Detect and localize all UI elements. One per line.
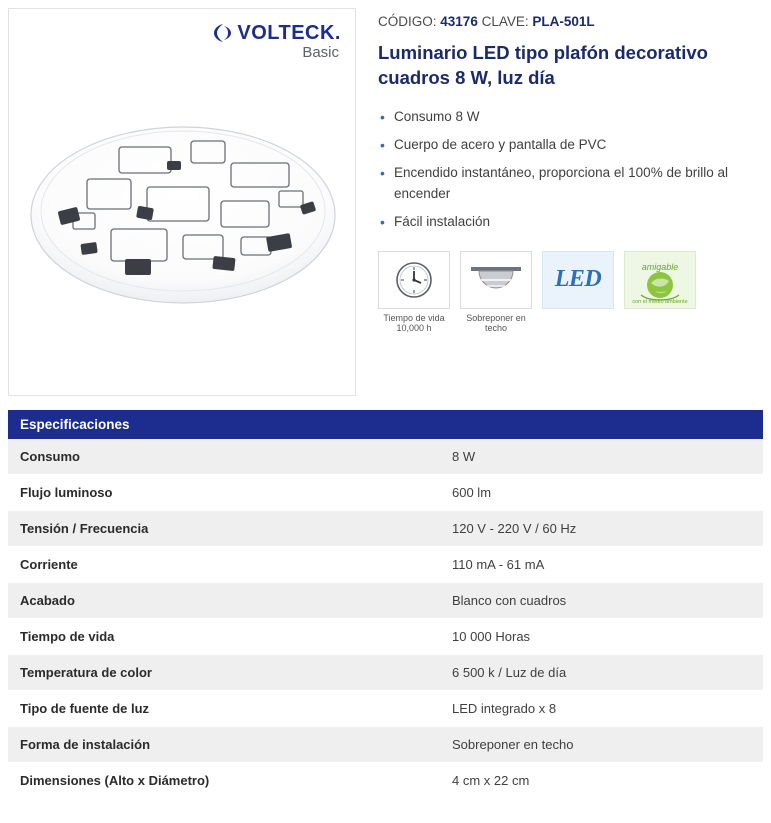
product-illustration [15,117,351,317]
spec-value: LED integrado x 8 [440,691,763,727]
attribute-icon-strip [378,251,753,335]
spec-value: Blanco con cuadros [440,583,763,619]
spec-key: Acabado [8,583,440,619]
spec-value: Sobreponer en techo [440,727,763,763]
spec-value: 8 W [440,439,763,475]
spec-key: Flujo luminoso [8,475,440,511]
spec-key: Tensión / Frecuencia [8,511,440,547]
key-value: PLA-501L [532,14,595,29]
spec-key: Dimensiones (Alto x Diámetro) [8,763,440,799]
spec-key: Tiempo de vida [8,619,440,655]
specifications-table [8,439,763,799]
table-row [8,547,763,583]
brand-logo [213,23,341,60]
product-image-box [8,8,356,396]
spec-key: Corriente [8,547,440,583]
spec-value: 6 500 k / Luz de día [440,655,763,691]
icon-caption [378,313,450,335]
feature-list [378,107,753,233]
table-row [8,727,763,763]
icon-caption-line2: techo [484,323,508,334]
table-row [8,763,763,799]
brand-name: VOLTECK. [237,22,341,44]
spec-value: 4 cm x 22 cm [440,763,763,799]
eco-friendly-icon [624,251,696,309]
key-label: CLAVE: [481,14,529,29]
spec-key: Tipo de fuente de luz [8,691,440,727]
icon-caption-line1: Sobreponer en [466,312,526,323]
spec-value: 120 V - 220 V / 60 Hz [440,511,763,547]
icon-item-eco [624,251,696,335]
spec-value: 110 mA - 61 mA [440,547,763,583]
product-code-line [378,14,753,29]
page-title: Luminario LED tipo plafón decorativo cuadros 8 W, luz día [378,42,708,88]
list-item: • Fácil instalación [378,212,748,233]
spec-key: Temperatura de color [8,655,440,691]
table-row [8,511,763,547]
icon-caption-line1: Tiempo de vida [383,312,445,323]
table-row [8,439,763,475]
code-value: 43176 [440,14,478,29]
table-row [8,691,763,727]
clock-icon [378,251,450,309]
spec-value: 10 000 Horas [440,619,763,655]
specifications-header: Especificaciones [8,410,763,439]
volteck-spark-icon [213,23,233,43]
table-row [8,475,763,511]
brand-sub: Basic [302,44,339,61]
led-badge-icon [542,251,614,309]
table-row [8,655,763,691]
list-item: • Encendido instantáneo, proporciona el 100% de brillo al encender [378,163,748,205]
table-row [8,583,763,619]
led-label: LED [554,266,602,293]
icon-item-lifetime [378,251,450,335]
list-item: • Consumo 8 W [378,107,748,128]
product-top-section [0,0,771,396]
spec-value: 600 lm [440,475,763,511]
icon-caption-line2: 10,000 h [396,323,432,334]
ceiling-mount-icon [460,251,532,309]
code-label: CÓDIGO: [378,14,437,29]
icon-item-mount [460,251,532,335]
icon-item-led [542,251,614,335]
spec-key: Consumo [8,439,440,475]
svg-text:amigable: amigable [641,261,679,272]
icon-caption [460,313,532,335]
svg-text:con el medio ambiente: con el medio ambiente [632,298,688,305]
table-row [8,619,763,655]
product-info [356,8,763,396]
list-item: • Cuerpo de acero y pantalla de PVC [378,135,748,156]
spec-key: Forma de instalación [8,727,440,763]
